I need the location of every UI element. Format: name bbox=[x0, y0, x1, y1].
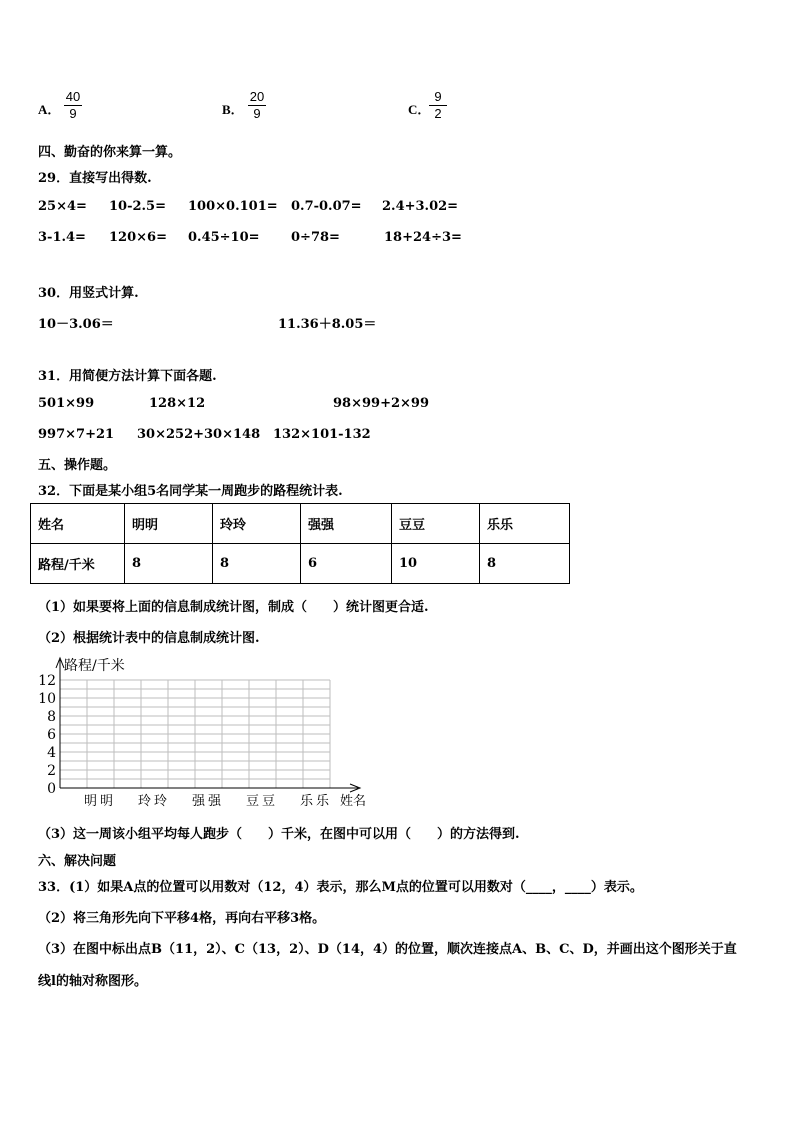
table-cell: 8 bbox=[125, 544, 213, 584]
x-category-label: 豆豆 bbox=[245, 794, 279, 809]
option-b-numerator: 20 bbox=[249, 89, 265, 104]
q29-r1-c1: 25×4= bbox=[38, 199, 87, 214]
table-row bbox=[31, 544, 570, 584]
option-b-denominator: 9 bbox=[253, 106, 261, 121]
table-row bbox=[31, 504, 570, 544]
option-b-fraction bbox=[248, 89, 266, 122]
y-tick-label: 0 bbox=[47, 781, 56, 797]
table-cell: 明明 bbox=[125, 504, 213, 544]
q32-sub2: （2）根据统计表中的信息制成统计图. bbox=[38, 631, 260, 646]
q31-r2-c2: 30×252+30×148 bbox=[137, 427, 261, 442]
table-cell: 10 bbox=[392, 544, 480, 584]
distance-chart bbox=[30, 650, 390, 815]
option-c-letter: C． bbox=[408, 102, 431, 117]
y-tick-label: 4 bbox=[47, 745, 56, 761]
table-cell: 玲玲 bbox=[213, 504, 301, 544]
q29-r1-c2: 10-2.5= bbox=[109, 199, 166, 214]
table-cell: 8 bbox=[480, 544, 570, 584]
y-tick-label: 8 bbox=[47, 709, 56, 725]
option-c-fraction bbox=[429, 89, 447, 122]
table-cell: 6 bbox=[301, 544, 392, 584]
q29-r2-c4: 0÷78= bbox=[291, 230, 340, 245]
q33-sub3-line1: （3）在图中标出点B（11，2）、C（13，2）、D（14，4）的位置，顺次连接点A、B、C、D，并画出这个图形关于直 bbox=[38, 942, 737, 957]
q32-sub3: （3）这一周该小组平均每人跑步（ ）千米，在图中可以用（ ）的方法得到. bbox=[38, 827, 520, 842]
q30-title: 30．用竖式计算. bbox=[38, 286, 139, 301]
q33-sub2: （2）将三角形先向下平移4格，再向右平移3格。 bbox=[38, 911, 326, 926]
option-a-fraction bbox=[64, 89, 82, 122]
q30-item-1: 10－3.06＝ bbox=[38, 317, 114, 332]
table-cell: 姓名 bbox=[31, 504, 125, 544]
table-cell: 8 bbox=[213, 544, 301, 584]
q29-r1-c4: 0.7-0.07= bbox=[291, 199, 362, 214]
q32-title: 32．下面是某小组5名同学某一周跑步的路程统计表. bbox=[38, 484, 343, 499]
section5-title: 五、操作题。 bbox=[38, 458, 117, 473]
table-cell: 豆豆 bbox=[392, 504, 480, 544]
q29-r1-c5: 2.4+3.02= bbox=[382, 199, 459, 214]
q32-sub1: （1）如果要将上面的信息制成统计图，制成（ ）统计图更合适. bbox=[38, 600, 429, 615]
y-tick-label: 10 bbox=[38, 691, 56, 707]
q29-title: 29．直接写出得数. bbox=[38, 171, 152, 186]
option-a-letter: A． bbox=[38, 102, 61, 117]
table-cell: 强强 bbox=[301, 504, 392, 544]
q31-r1-c3: 98×99+2×99 bbox=[333, 396, 429, 411]
y-tick-label: 6 bbox=[47, 727, 56, 743]
y-axis-label: 路程/千米 bbox=[64, 658, 125, 674]
y-tick-label: 2 bbox=[47, 763, 56, 779]
y-tick-label: 12 bbox=[38, 673, 56, 689]
x-axis-label: 姓名 bbox=[340, 794, 367, 809]
q30-item-2: 11.36＋8.05＝ bbox=[278, 317, 377, 332]
q29-r2-c1: 3-1.4= bbox=[38, 230, 86, 245]
x-category-label: 乐乐 bbox=[299, 794, 333, 809]
option-c-denominator: 2 bbox=[434, 106, 442, 121]
option-a-denominator: 9 bbox=[69, 106, 77, 121]
q31-r1-c1: 501×99 bbox=[38, 396, 95, 411]
q33-sub3-line2: 线l的轴对称图形。 bbox=[38, 974, 147, 989]
distance-table bbox=[30, 503, 570, 584]
table-cell: 乐乐 bbox=[480, 504, 570, 544]
q31-r2-c1: 997×7+21 bbox=[38, 427, 115, 442]
option-a-numerator: 40 bbox=[65, 89, 81, 104]
option-c-numerator: 9 bbox=[434, 89, 442, 104]
q29-r2-c2: 120×6= bbox=[109, 230, 167, 245]
q29-r2-c5: 18+24÷3= bbox=[384, 230, 462, 245]
q31-title: 31．用简便方法计算下面各题. bbox=[38, 369, 217, 384]
q31-r2-c3: 132×101-132 bbox=[273, 427, 371, 442]
option-b-letter: B． bbox=[222, 102, 244, 117]
section4-title: 四、勤奋的你来算一算。 bbox=[38, 145, 182, 160]
q31-r1-c2: 128×12 bbox=[149, 396, 206, 411]
table-cell: 路程/千米 bbox=[31, 544, 125, 584]
q33-sub1: 33．(1）如果A点的位置可以用数对（12，4）表示，那么M点的位置可以用数对（____，____）表示。 bbox=[38, 880, 643, 895]
section6-title: 六、解决问题 bbox=[38, 854, 117, 869]
x-category-label: 玲玲 bbox=[137, 794, 171, 809]
x-category-label: 强强 bbox=[191, 794, 225, 809]
x-category-label: 明明 bbox=[83, 794, 117, 809]
q29-r2-c3: 0.45÷10= bbox=[188, 230, 260, 245]
q29-r1-c3: 100×0.101= bbox=[188, 199, 278, 214]
